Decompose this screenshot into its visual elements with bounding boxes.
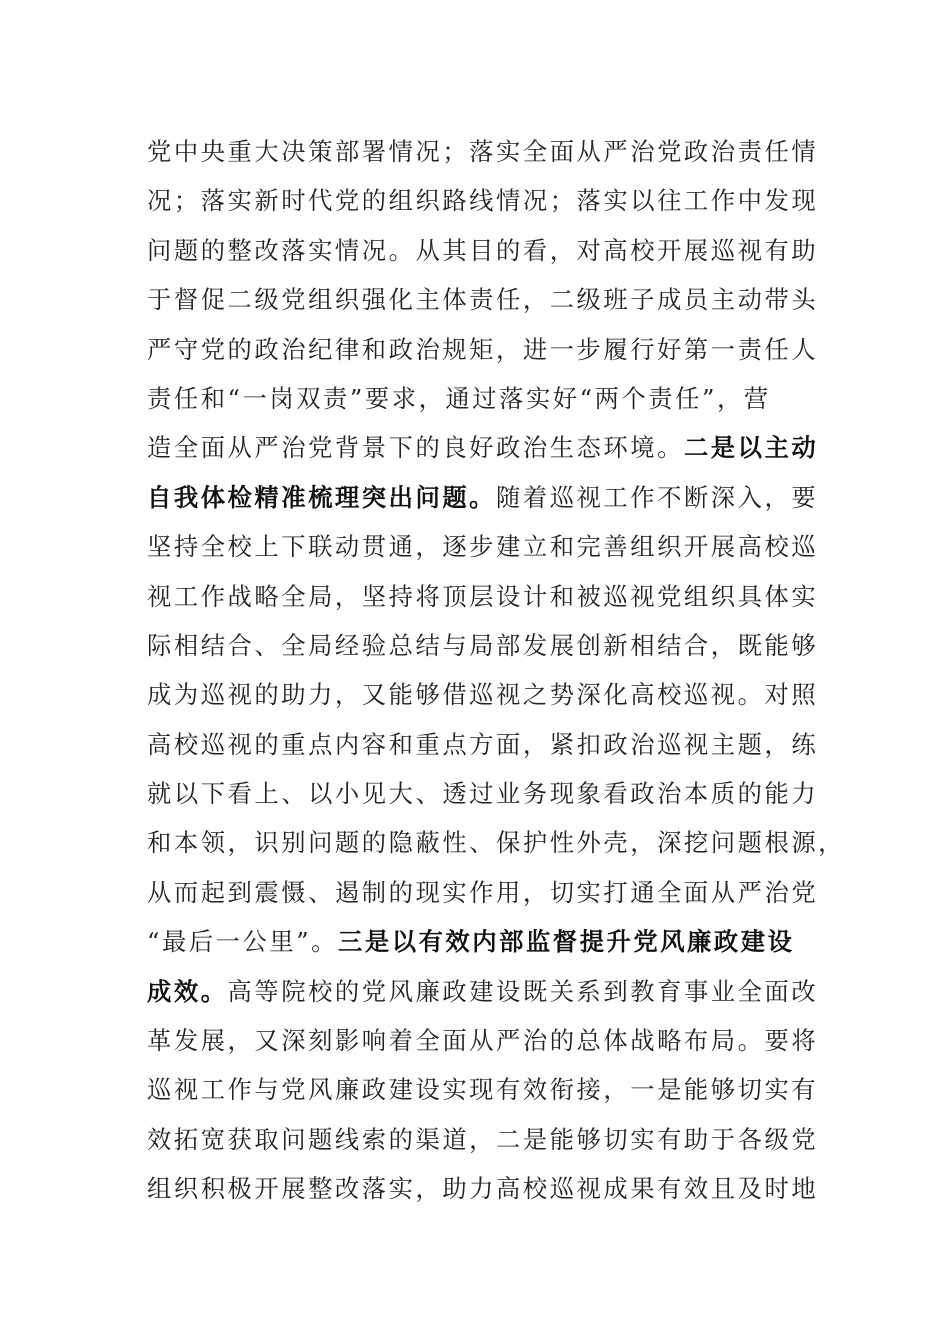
text-line	[147, 572, 819, 621]
body-text: 际相结合、全局经验总结与局部发展创新相结合，既能够	[147, 630, 819, 660]
text-line	[147, 374, 807, 423]
text-line	[147, 1164, 819, 1213]
text-line	[147, 176, 819, 225]
body-text: 从而起到震慑、遏制的现实作用，切实打通全面从严治党	[147, 877, 819, 907]
bold-heading-text: 二是以主动	[683, 433, 819, 463]
text-line	[147, 473, 819, 522]
text-line	[147, 670, 819, 719]
bold-heading-text: 三是以有效内部监督提升党风廉政建设	[338, 927, 795, 957]
body-text: 责任和“一岗双责”要求，通过落实好“两个责任”，营	[147, 383, 771, 413]
body-text: 视工作战略全局，坚持将顶层设计和被巡视党组织具体实	[147, 581, 819, 611]
bold-heading-text: 成效。	[147, 976, 228, 1006]
text-line	[147, 621, 819, 670]
body-text: 况；落实新时代党的组织路线情况；落实以往工作中发现	[147, 186, 819, 216]
body-text: 组织积极开展整改落实，助力高校巡视成果有效且及时地	[147, 1174, 819, 1204]
text-line	[147, 769, 819, 818]
body-text: 造全面从严治党背景下的良好政治生态环境。	[147, 433, 684, 463]
body-text: 革发展，又深刻影响着全面从严治的总体战略布局。要将	[147, 1026, 819, 1056]
body-text: 高等院校的党风廉政建设既关系到教育事业全面改	[227, 976, 819, 1006]
body-text: “最后一公里”。	[147, 927, 339, 957]
text-line	[147, 1115, 819, 1164]
text-line	[147, 1016, 819, 1065]
body-text: 成为巡视的助力，又能够借巡视之势深化高校巡视。对照	[147, 680, 819, 710]
body-text: 严守党的政治纪律和政治规矩，进一步履行好第一责任人	[147, 334, 819, 364]
body-text: 和本领，识别问题的隐蔽性、保护性外壳，深挖问题根源，	[147, 828, 846, 858]
text-line	[147, 868, 819, 917]
body-text: 高校巡视的重点内容和重点方面，紧扣政治巡视主题，练	[147, 729, 819, 759]
body-text: 随着巡视工作不断深入，要	[496, 482, 819, 512]
text-line	[147, 423, 819, 472]
body-text: 于督促二级党组织强化主体责任，二级班子成员主动带头	[147, 285, 819, 315]
text-line	[147, 127, 819, 176]
text-line	[147, 522, 819, 571]
body-text: 坚持全校上下联动贯通，逐步建立和完善组织开展高校巡	[147, 532, 819, 562]
body-text: 效拓宽获取问题线索的渠道，二是能够切实有助于各级党	[147, 1124, 819, 1154]
document-body	[147, 127, 846, 1214]
text-line	[147, 275, 819, 324]
text-line	[147, 967, 819, 1016]
body-text: 巡视工作与党风廉政建设实现有效衔接，一是能够切实有	[147, 1075, 819, 1105]
text-line	[147, 818, 846, 867]
body-text: 问题的整改落实情况。从其目的看，对高校开展巡视有助	[147, 235, 819, 265]
text-line	[147, 720, 819, 769]
text-line	[147, 226, 819, 275]
body-text: 党中央重大决策部署情况；落实全面从严治党政治责任情	[147, 137, 819, 166]
text-line	[147, 917, 807, 966]
bold-heading-text: 自我体检精准梳理突出问题。	[147, 482, 497, 512]
text-line	[147, 325, 819, 374]
body-text: 就以下看上、以小见大、透过业务现象看政治本质的能力	[147, 779, 819, 809]
text-line	[147, 1065, 819, 1114]
